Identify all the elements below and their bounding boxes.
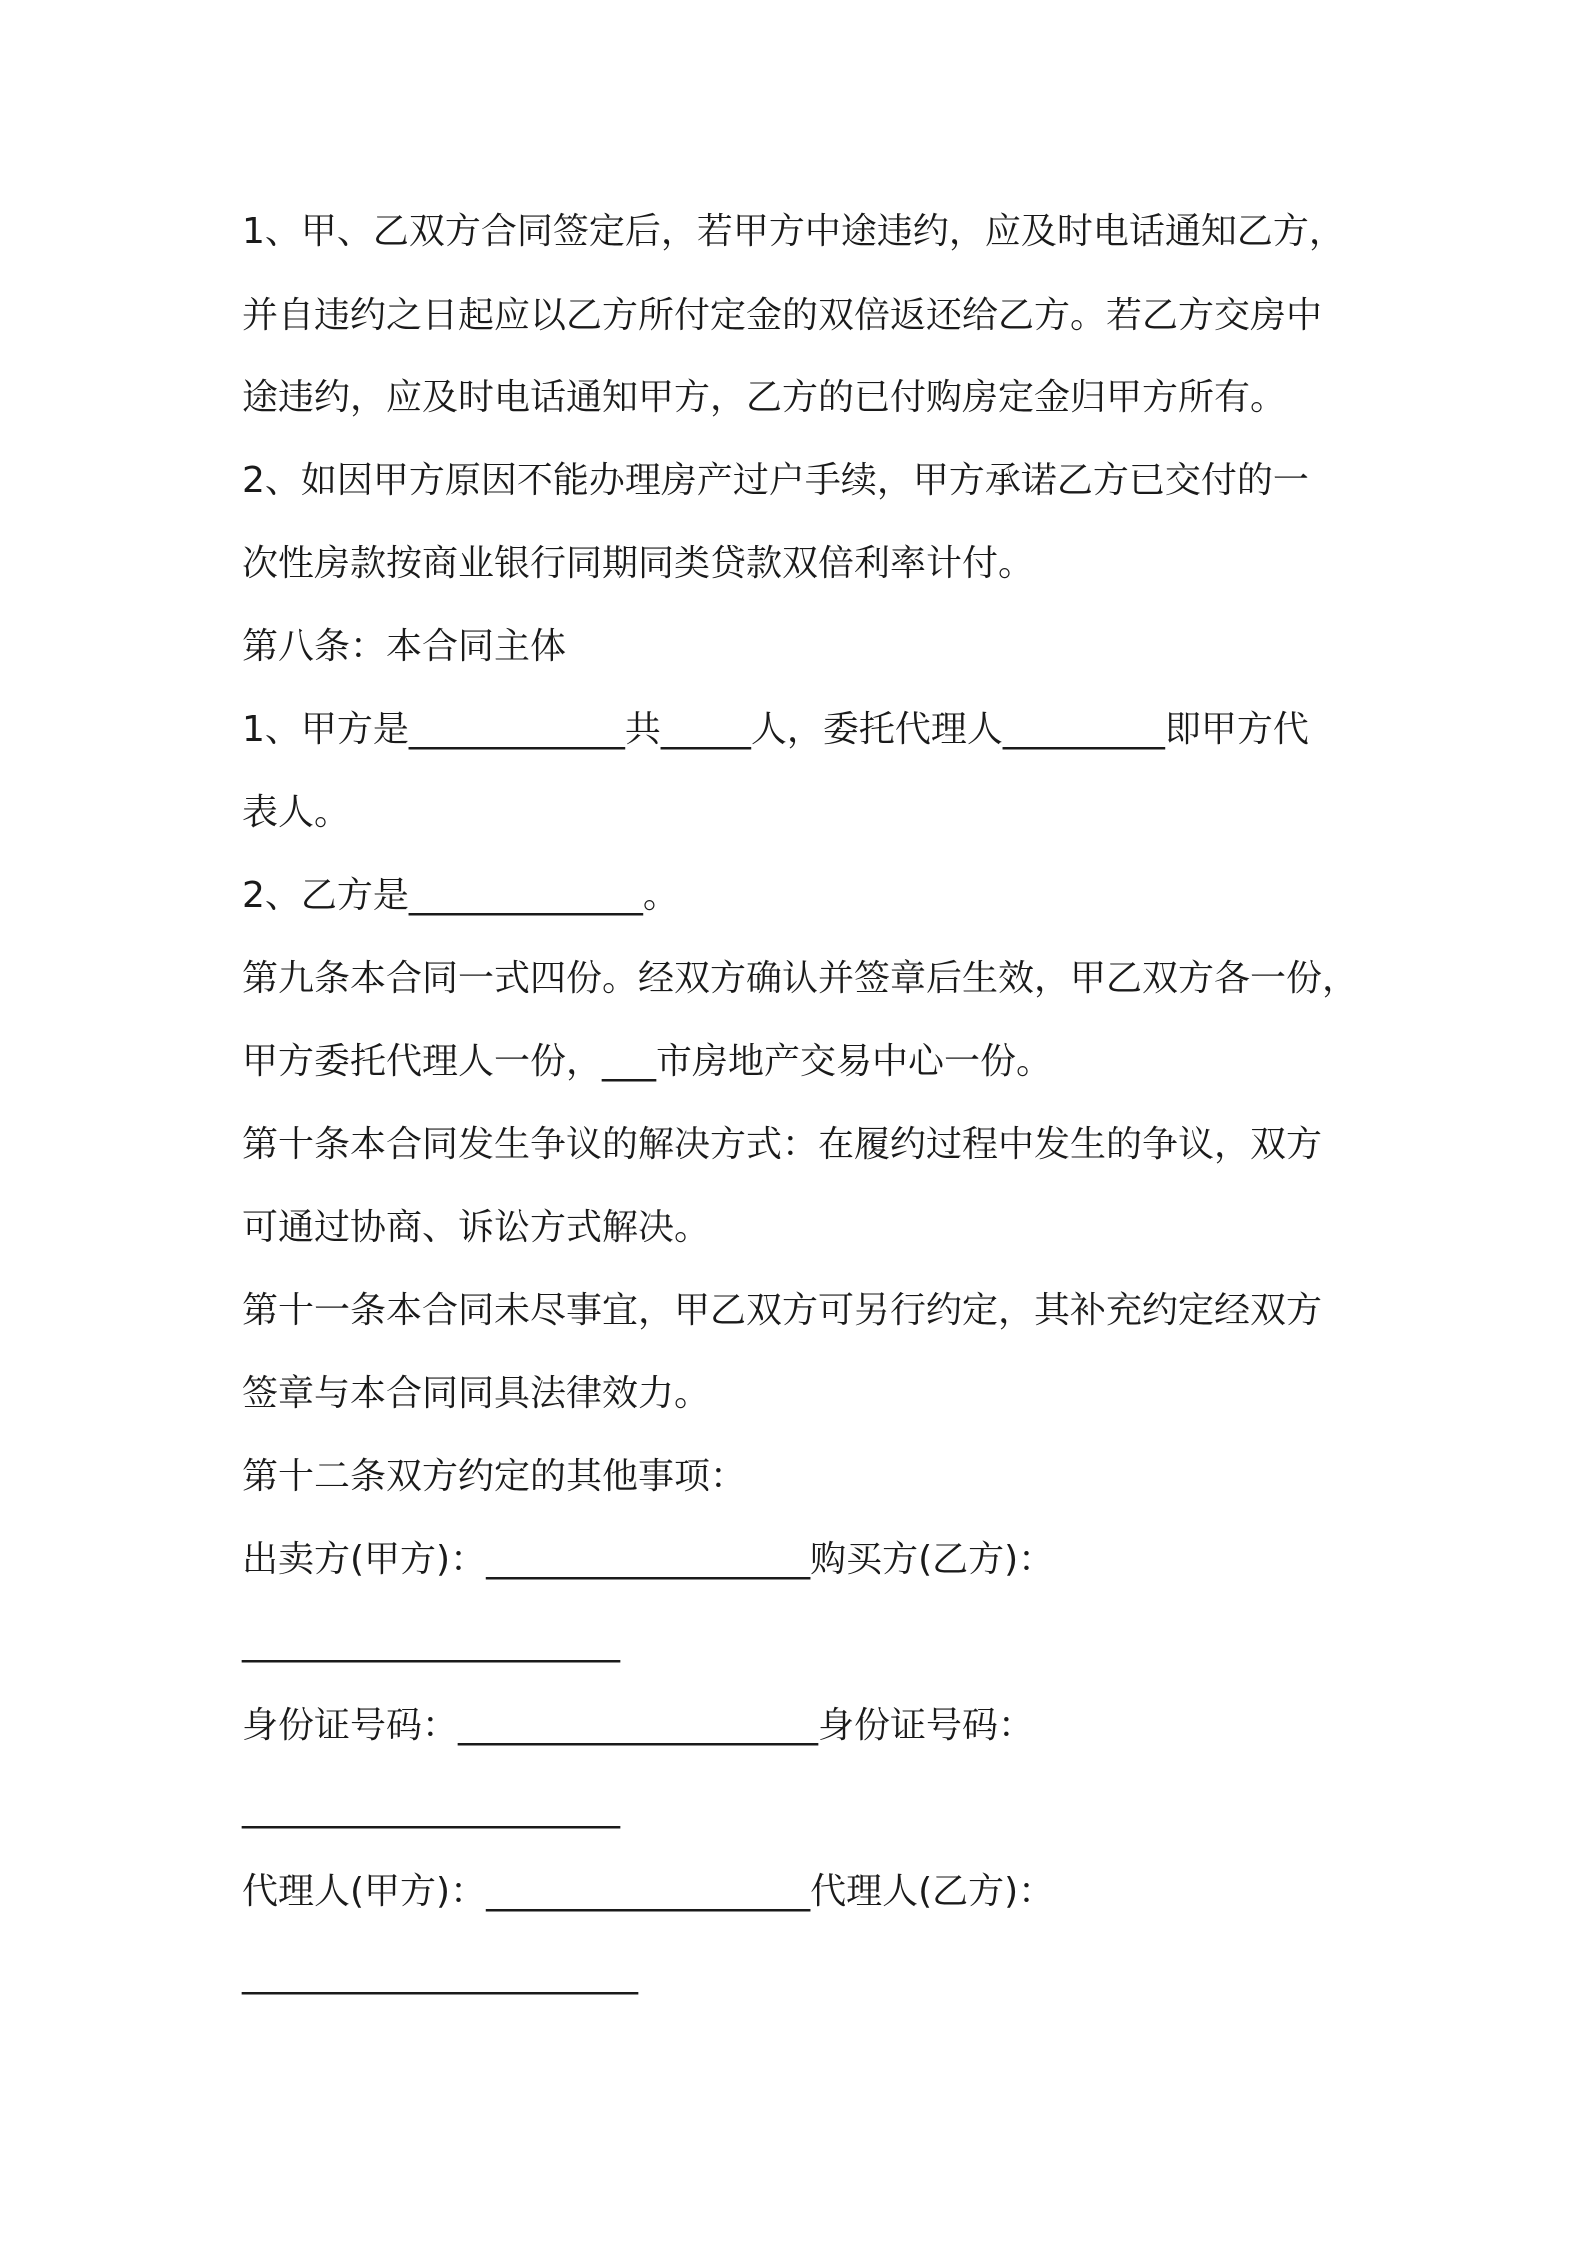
clause-9-line-2: 甲方委托代理人一份，___市房地产交易中心一份。 <box>242 1041 1053 1082</box>
clause-8-item-1-line-1: 1、甲方是____________共_____人，委托代理人_________即甲方代 <box>242 709 1309 750</box>
clause-8-item-1-line-2: 表人。 <box>242 792 351 833</box>
clause-12-heading: 第十二条双方约定的其他事项： <box>242 1456 747 1497</box>
buyer-id-blank: _____________________ <box>242 1788 620 1829</box>
clause-7-item-1-line-1: 1、甲、乙双方合同签定后，若甲方中途违约，应及时电话通知乙方， <box>242 211 1345 252</box>
clause-7-item-2-line-2: 次性房款按商业银行同期同类贷款双倍利率计付。 <box>242 543 1035 584</box>
clause-10-line-2: 可通过协商、诉讼方式解决。 <box>242 1207 711 1248</box>
clause-9-line-1: 第九条本合同一式四份。经双方确认并签章后生效，甲乙双方各一份， <box>242 958 1359 999</box>
clause-7-item-1-line-3: 途违约，应及时电话通知甲方，乙方的已付购房定金归甲方所有。 <box>242 377 1287 418</box>
clause-7-item-2-line-1: 2、如因甲方原因不能办理房产过户手续，甲方承诺乙方已交付的一 <box>242 460 1309 501</box>
id-number-line: 身份证号码：____________________身份证号码： <box>242 1705 1035 1746</box>
clause-8-heading: 第八条：本合同主体 <box>242 626 567 667</box>
buyer-agent-blank: ______________________ <box>242 1954 638 1995</box>
clause-7-item-1-line-2: 并自违约之日起应以乙方所付定金的双倍返还给乙方。若乙方交房中 <box>242 295 1323 336</box>
clause-11-line-2: 签章与本合同同具法律效力。 <box>242 1373 711 1414</box>
clause-11-line-1: 第十一条本合同未尽事宜，甲乙双方可另行约定，其补充约定经双方 <box>242 1290 1323 1331</box>
clause-8-item-2: 2、乙方是_____________。 <box>242 875 679 916</box>
seller-buyer-signature-line: 出卖方(甲方)：__________________购买方(乙方)： <box>242 1539 1055 1580</box>
buyer-signature-blank: _____________________ <box>242 1622 620 1663</box>
clause-10-line-1: 第十条本合同发生争议的解决方式：在履约过程中发生的争议，双方 <box>242 1124 1323 1165</box>
agent-signature-line: 代理人(甲方)：__________________代理人(乙方)： <box>242 1871 1055 1912</box>
